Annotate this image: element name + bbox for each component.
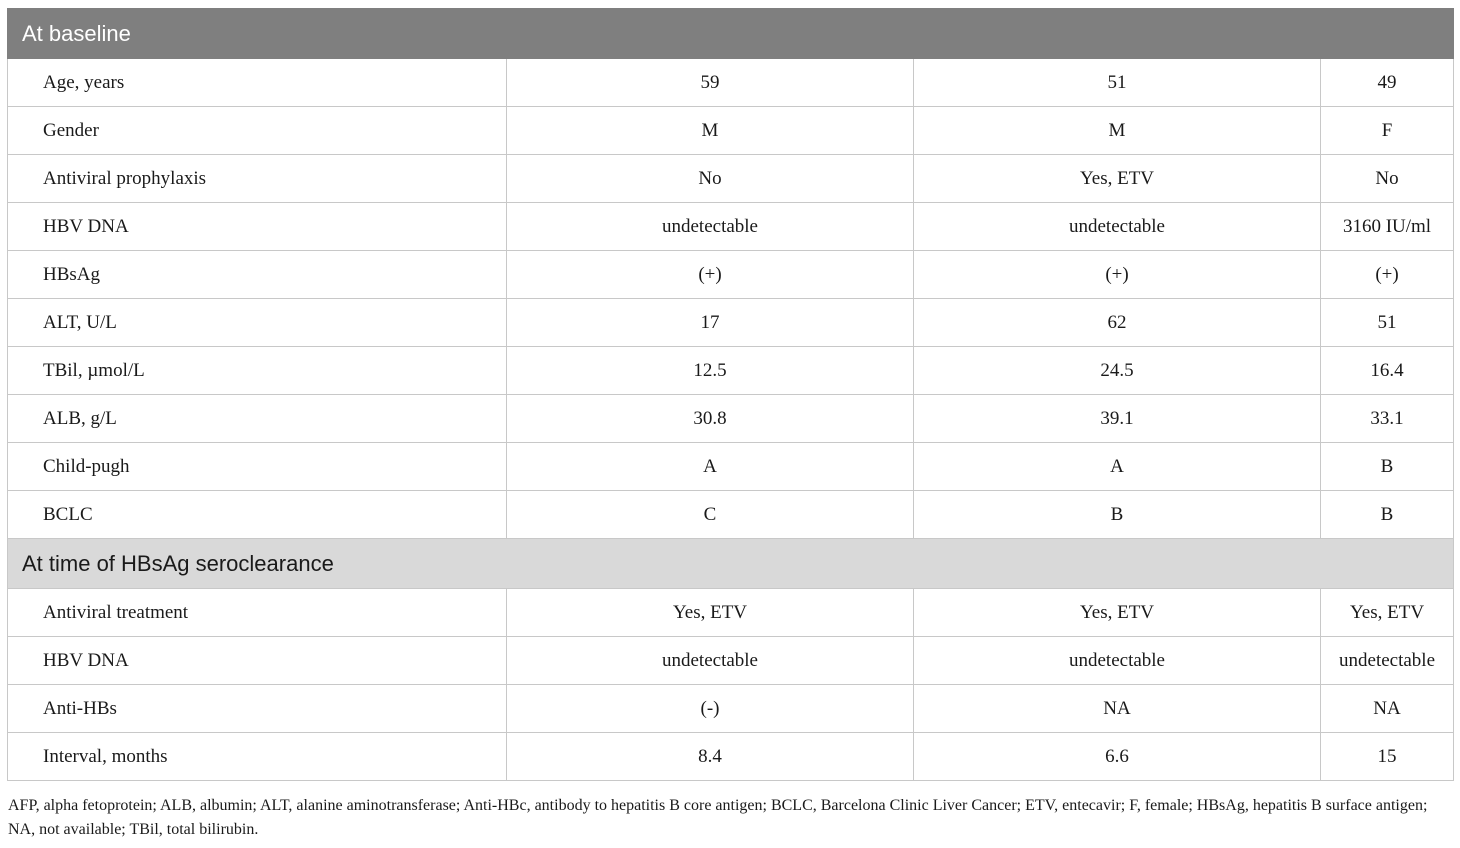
patient-1-value: A [507, 443, 914, 491]
table-row [8, 685, 1454, 733]
table-row [8, 59, 1454, 107]
patient-1-value: 8.4 [507, 733, 914, 781]
patient-2-value: Yes, ETV [914, 589, 1321, 637]
patient-2-value: 51 [914, 59, 1321, 107]
patient-3-value: NA [1321, 685, 1454, 733]
patient-1-value: C [507, 491, 914, 539]
table-body [8, 9, 1454, 781]
patient-3-value: F [1321, 107, 1454, 155]
patient-characteristics-table [7, 8, 1454, 781]
patient-3-value: (+) [1321, 251, 1454, 299]
row-label: ALT, U/L [8, 299, 507, 347]
table-footnote: AFP, alpha fetoprotein; ALB, albumin; ALT, alanine aminotransferase; Anti-HBc, antibody to hepatitis B core antigen; BCLC, Barcelona Clinic Liver Cancer; ETV, entecavir; F, female; HBsAg, hepatitis B surface antigen; NA, not available; TBil, total bilirubin. [8, 797, 1428, 838]
patient-1-value: 17 [507, 299, 914, 347]
patient-1-value: Yes, ETV [507, 589, 914, 637]
patient-2-value: 39.1 [914, 395, 1321, 443]
patient-2-value: NA [914, 685, 1321, 733]
table-row [8, 107, 1454, 155]
section-header-row [8, 539, 1454, 589]
row-label: Interval, months [8, 733, 507, 781]
patient-3-value: 16.4 [1321, 347, 1454, 395]
patient-3-value: undetectable [1321, 637, 1454, 685]
row-label: Anti-HBs [8, 685, 507, 733]
patient-2-value: (+) [914, 251, 1321, 299]
row-label: BCLC [8, 491, 507, 539]
patient-3-value: Yes, ETV [1321, 589, 1454, 637]
section-header-row [8, 9, 1454, 59]
patient-1-value: M [507, 107, 914, 155]
section-title: At baseline [8, 9, 1454, 59]
patient-2-value: 6.6 [914, 733, 1321, 781]
patient-2-value: undetectable [914, 203, 1321, 251]
patient-3-value: 33.1 [1321, 395, 1454, 443]
table-row [8, 299, 1454, 347]
table-row [8, 203, 1454, 251]
patient-3-value: B [1321, 443, 1454, 491]
table-row [8, 395, 1454, 443]
row-label: Antiviral treatment [8, 589, 507, 637]
row-label: HBsAg [8, 251, 507, 299]
table-row [8, 251, 1454, 299]
row-label: HBV DNA [8, 637, 507, 685]
table-row [8, 347, 1454, 395]
row-label: ALB, g/L [8, 395, 507, 443]
patient-2-value: Yes, ETV [914, 155, 1321, 203]
table-row [8, 443, 1454, 491]
patient-2-value: M [914, 107, 1321, 155]
patient-3-value: 15 [1321, 733, 1454, 781]
patient-1-value: (+) [507, 251, 914, 299]
patient-2-value: 62 [914, 299, 1321, 347]
patient-1-value: No [507, 155, 914, 203]
row-label: TBil, µmol/L [8, 347, 507, 395]
patient-1-value: 59 [507, 59, 914, 107]
table-row [8, 733, 1454, 781]
patient-1-value: undetectable [507, 637, 914, 685]
section-title: At time of HBsAg seroclearance [8, 539, 1454, 589]
patient-2-value: A [914, 443, 1321, 491]
patient-1-value: 12.5 [507, 347, 914, 395]
patient-2-value: 24.5 [914, 347, 1321, 395]
table-row [8, 637, 1454, 685]
patient-1-value: undetectable [507, 203, 914, 251]
row-label: Antiviral prophylaxis [8, 155, 507, 203]
patient-1-value: (-) [507, 685, 914, 733]
patient-3-value: 3160 IU/ml [1321, 203, 1454, 251]
patient-3-value: 51 [1321, 299, 1454, 347]
patient-3-value: B [1321, 491, 1454, 539]
patient-2-value: B [914, 491, 1321, 539]
patient-2-value: undetectable [914, 637, 1321, 685]
row-label: Age, years [8, 59, 507, 107]
table-row [8, 155, 1454, 203]
patient-1-value: 30.8 [507, 395, 914, 443]
table-row [8, 589, 1454, 637]
table-row [8, 491, 1454, 539]
row-label: Gender [8, 107, 507, 155]
row-label: Child-pugh [8, 443, 507, 491]
row-label: HBV DNA [8, 203, 507, 251]
patient-3-value: 49 [1321, 59, 1454, 107]
patient-3-value: No [1321, 155, 1454, 203]
